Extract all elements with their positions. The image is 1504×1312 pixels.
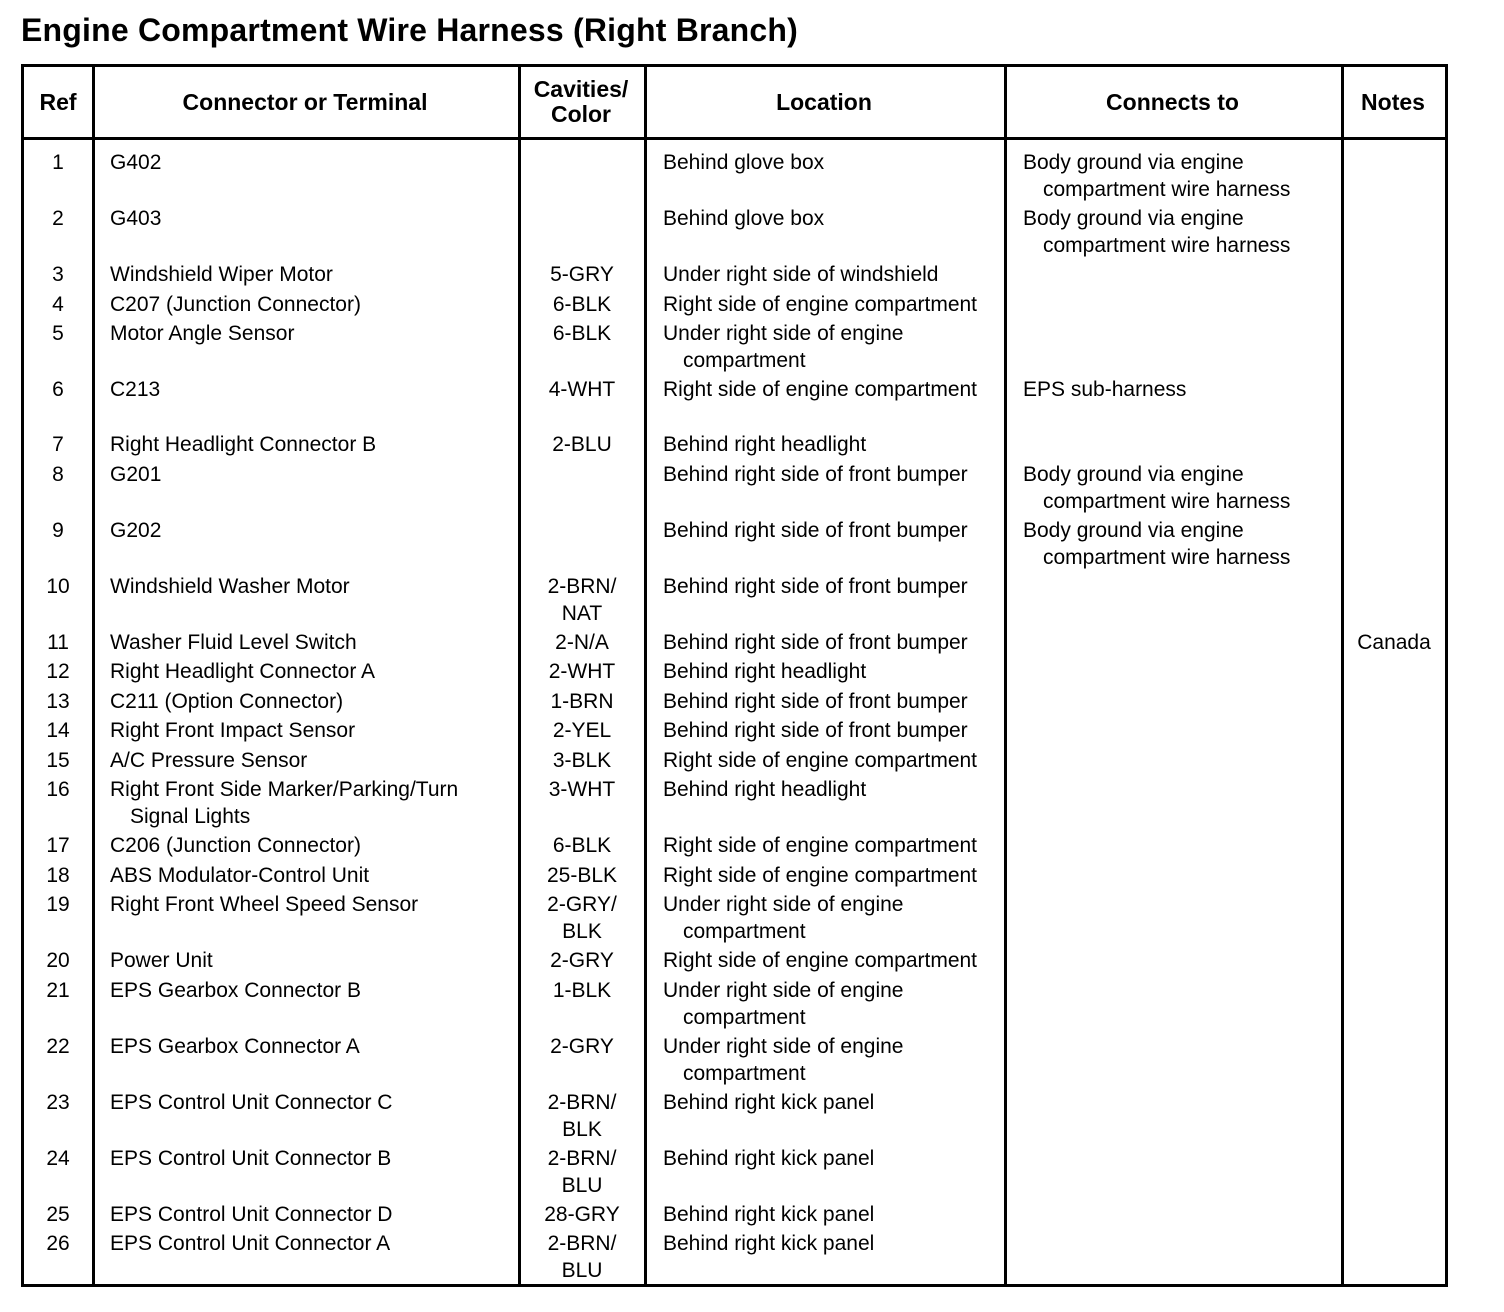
cell-location: Under right side of engine compartment xyxy=(663,893,904,943)
cell-cavities: 3-WHT xyxy=(548,778,616,801)
cell-connector: G202 xyxy=(110,518,162,542)
table-row xyxy=(24,291,1445,321)
cell-connector: Windshield Wiper Motor xyxy=(110,263,333,286)
cell-ref: 26 xyxy=(46,1232,70,1255)
cell-ref: 18 xyxy=(46,863,70,887)
cell-cavities: 6-BLK xyxy=(552,834,612,857)
cell-connector: G201 xyxy=(110,462,162,486)
cell-ref: 25 xyxy=(46,1202,70,1226)
cell-cavities: 2-BRN/ BLK xyxy=(547,1090,617,1141)
cell-cavities: 2-GRY/ BLK xyxy=(547,893,617,943)
cell-connector: EPS Control Unit Connector C xyxy=(110,1090,393,1114)
cell-location: Behind right side of front bumper xyxy=(663,518,968,542)
cell-connector: C206 (Junction Connector) xyxy=(110,834,361,857)
cell-ref: 6 xyxy=(52,378,64,401)
cell-connector: EPS Gearbox Connector A xyxy=(110,1034,360,1058)
cell-location: Right side of engine compartment xyxy=(663,949,978,972)
cell-location: Behind right headlight xyxy=(663,433,867,456)
table-row xyxy=(24,149,1445,205)
header-ref: Ref xyxy=(39,88,77,115)
cell-connector: C213 xyxy=(110,378,161,401)
table-row xyxy=(24,261,1445,291)
cell-connects-to: Body ground via engine compartment wire harness xyxy=(1023,207,1291,257)
cell-cavities: 25-BLK xyxy=(546,863,618,887)
cell-cavities: 1-BLK xyxy=(552,978,612,1002)
table-row xyxy=(24,1089,1445,1145)
page-title: Engine Compartment Wire Harness (Right Branch) xyxy=(21,12,799,48)
cell-ref: 15 xyxy=(46,748,70,772)
cell-cavities: 2-GRY xyxy=(550,1034,614,1058)
cell-location: Behind glove box xyxy=(663,207,825,230)
cell-ref: 14 xyxy=(46,719,70,742)
cell-ref: 11 xyxy=(47,630,69,654)
cell-ref: 20 xyxy=(46,949,70,972)
cell-cavities: 2-BLU xyxy=(552,433,612,456)
cell-connector: Right Front Wheel Speed Sensor xyxy=(110,893,419,916)
table-row xyxy=(24,947,1445,977)
cell-cavities: 6-BLK xyxy=(552,322,612,345)
cell-cavities: 5-GRY xyxy=(550,263,614,286)
table-row xyxy=(24,431,1445,461)
header-cavities: Cavities/ Color xyxy=(533,76,629,127)
cell-connector: Power Unit xyxy=(110,949,213,972)
cell-cavities: 2-BRN/ BLU xyxy=(547,1146,617,1197)
cell-ref: 8 xyxy=(52,462,64,486)
cell-connects-to: Body ground via engine compartment wire harness xyxy=(1023,518,1291,569)
cell-location: Behind right side of front bumper xyxy=(663,719,968,742)
table-row xyxy=(24,320,1445,376)
table-row xyxy=(24,461,1445,517)
cell-location: Right side of engine compartment xyxy=(663,378,978,401)
cell-cavities: 2-BRN/ NAT xyxy=(547,574,617,625)
cell-connector: EPS Control Unit Connector B xyxy=(110,1146,392,1170)
table-row xyxy=(24,629,1445,659)
table-row xyxy=(24,891,1445,947)
cell-ref: 1 xyxy=(52,151,64,174)
cell-ref: 2 xyxy=(52,207,64,230)
table-body xyxy=(24,149,1445,1286)
cell-location: Behind right side of front bumper xyxy=(663,689,968,713)
cell-connector: A/C Pressure Sensor xyxy=(110,748,308,772)
cell-connector: Right Front Side Marker/Parking/Turn Signal Lights xyxy=(110,778,459,828)
cell-cavities: 3-BLK xyxy=(552,748,612,772)
cell-ref: 22 xyxy=(46,1034,70,1058)
cell-ref: 9 xyxy=(52,518,64,542)
cell-connects-to: EPS sub-harness xyxy=(1023,378,1187,401)
cell-ref: 3 xyxy=(52,263,64,286)
cell-connector: EPS Control Unit Connector A xyxy=(110,1232,391,1255)
table-row xyxy=(24,573,1445,629)
table-row xyxy=(24,862,1445,892)
cell-ref: 12 xyxy=(46,660,70,683)
cell-ref: 24 xyxy=(46,1146,70,1170)
cell-connector: Windshield Washer Motor xyxy=(110,574,350,598)
cell-cavities: 2-GRY xyxy=(550,949,614,972)
cell-notes: Canada xyxy=(1357,630,1431,654)
header-connector: Connector or Terminal xyxy=(182,88,428,115)
cell-location: Under right side of windshield xyxy=(663,263,939,286)
cell-cavities: 2-BRN/ BLU xyxy=(547,1232,617,1282)
cell-connector: EPS Gearbox Connector B xyxy=(110,978,361,1002)
table-row xyxy=(24,205,1445,261)
cell-connector: Motor Angle Sensor xyxy=(110,322,295,345)
cell-connector: Right Headlight Connector A xyxy=(110,660,375,683)
cell-ref: 7 xyxy=(52,433,64,456)
cell-ref: 5 xyxy=(52,322,64,345)
cell-location: Behind right kick panel xyxy=(663,1232,875,1255)
cell-location: Behind right kick panel xyxy=(663,1090,875,1114)
cell-location: Under right side of engine compartment xyxy=(663,322,904,372)
cell-location: Behind right kick panel xyxy=(663,1146,875,1170)
cell-cavities: 2-N/A xyxy=(555,630,609,654)
table-row xyxy=(24,1033,1445,1089)
table-row xyxy=(24,977,1445,1033)
table-row xyxy=(24,688,1445,718)
cell-connector: EPS Control Unit Connector D xyxy=(110,1202,393,1226)
cell-cavities: 1-BRN xyxy=(550,689,614,713)
header-connects-to: Connects to xyxy=(1106,88,1239,115)
cell-location: Behind right side of front bumper xyxy=(663,574,968,598)
cell-cavities: 2-WHT xyxy=(548,660,616,683)
cell-location: Behind glove box xyxy=(663,151,825,174)
cell-location: Behind right headlight xyxy=(663,660,867,683)
cell-ref: 17 xyxy=(46,834,70,857)
header-divider xyxy=(24,137,1445,140)
cell-cavities: 6-BLK xyxy=(552,292,612,316)
cell-connector: C211 (Option Connector) xyxy=(110,689,344,713)
cell-location: Behind right side of front bumper xyxy=(663,630,968,654)
cell-connector: Right Front Impact Sensor xyxy=(110,719,356,742)
cell-connector: Right Headlight Connector B xyxy=(110,433,377,456)
cell-cavities: 4-WHT xyxy=(548,378,616,401)
cell-connector: G403 xyxy=(110,207,162,230)
table-row xyxy=(24,717,1445,747)
table-row xyxy=(24,1201,1445,1231)
harness-table xyxy=(21,64,1448,1287)
cell-location: Under right side of engine compartment xyxy=(663,978,904,1029)
table-row xyxy=(24,776,1445,832)
cell-connector: Washer Fluid Level Switch xyxy=(110,630,357,654)
cell-location: Under right side of engine compartment xyxy=(663,1034,904,1085)
cell-cavities: 2-YEL xyxy=(552,719,612,742)
cell-connects-to: Body ground via engine compartment wire harness xyxy=(1023,151,1291,201)
header-location: Location xyxy=(776,88,872,115)
table-row xyxy=(24,1145,1445,1201)
table-row xyxy=(24,832,1445,862)
cell-ref: 23 xyxy=(46,1090,70,1114)
cell-connects-to: Body ground via engine compartment wire harness xyxy=(1023,462,1291,513)
cell-connector: G402 xyxy=(110,151,162,174)
table-row xyxy=(24,1230,1445,1286)
cell-cavities: 28-GRY xyxy=(544,1202,620,1226)
cell-location: Behind right headlight xyxy=(663,778,867,801)
table-row xyxy=(24,376,1445,431)
cell-location: Right side of engine compartment xyxy=(663,748,978,772)
cell-location: Right side of engine compartment xyxy=(663,834,978,857)
cell-location: Right side of engine compartment xyxy=(663,292,978,316)
table-row xyxy=(24,747,1445,777)
cell-ref: 19 xyxy=(46,893,70,916)
cell-ref: 13 xyxy=(46,689,70,713)
cell-location: Behind right kick panel xyxy=(663,1202,875,1226)
cell-location: Right side of engine compartment xyxy=(663,863,978,887)
cell-location: Behind right side of front bumper xyxy=(663,462,968,486)
cell-connector: ABS Modulator-Control Unit xyxy=(110,863,370,887)
cell-ref: 21 xyxy=(46,978,70,1002)
header-notes: Notes xyxy=(1361,88,1425,115)
cell-ref: 16 xyxy=(46,778,70,801)
cell-ref: 4 xyxy=(52,292,64,316)
table-row xyxy=(24,658,1445,688)
cell-ref: 10 xyxy=(46,574,70,598)
table-row xyxy=(24,517,1445,573)
cell-connector: C207 (Junction Connector) xyxy=(110,292,361,316)
